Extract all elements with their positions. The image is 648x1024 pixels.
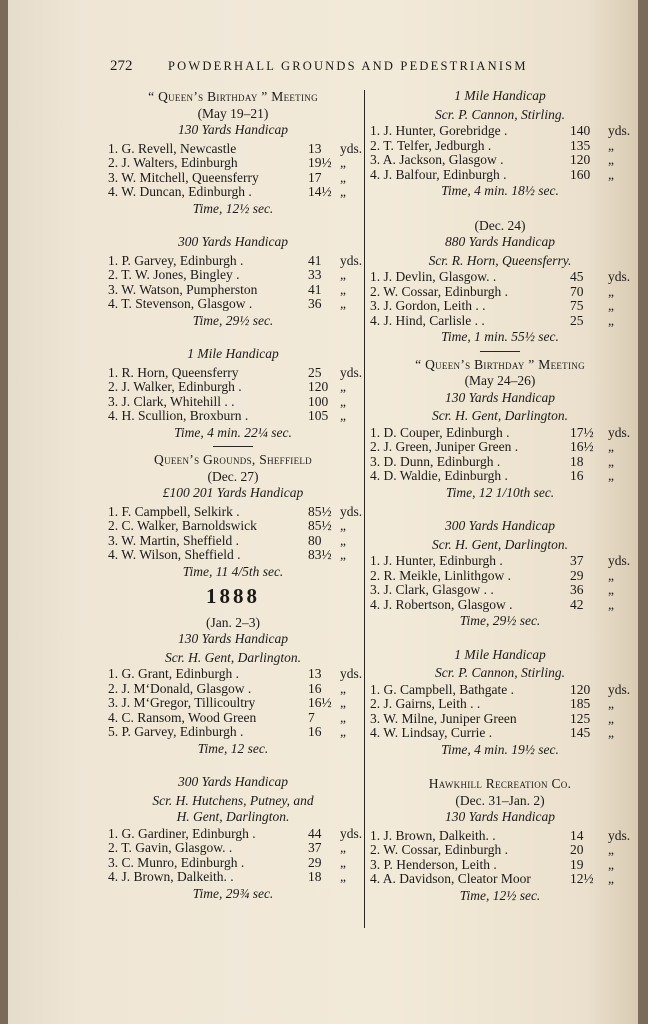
result-row: 3. W. Milne, Juniper Green 125 „ — [370, 710, 614, 726]
result-row: 1. J. Hunter, Gorebridge . 140 yds. — [370, 123, 631, 138]
result-row: 3. W. Martin, Sheffield . 80 „ — [108, 532, 346, 548]
result-row: 2. J. Green, Juniper Green . 16½ „ — [370, 439, 614, 454]
result-row: 2. W. Cossar, Edinburgh . 20 „ — [370, 842, 614, 857]
result-row: 4. J. Hind, Carlisle . . 25 „ — [370, 312, 614, 328]
results-list — [108, 666, 363, 740]
result-row: 2. W. Cossar, Edinburgh . 70 „ — [370, 283, 614, 299]
event-time: Time, 29¾ sec. — [192, 885, 274, 901]
result-row: 4. J. Balfour, Edinburgh . 160 „ — [370, 166, 614, 182]
meeting-queens-birthday-1888 — [370, 358, 630, 758]
event-scratch: Scr. H. Gent, Darlington. — [164, 649, 302, 665]
result-row: 3. W. Mitchell, Queensferry 17 „ — [108, 169, 346, 185]
result-row: 3. J. Gordon, Leith . . 75 „ — [370, 298, 614, 313]
result-row: 3. W. Watson, Pumpherston 41 „ — [108, 281, 346, 297]
meeting-hawkhill — [370, 777, 630, 903]
event-time: Time, 12 sec. — [197, 740, 269, 756]
meeting-title: “ Queen’s Birthday ” Meeting — [415, 356, 585, 372]
event-time: Time, 1 min. 55½ sec. — [441, 329, 559, 344]
section-rule — [213, 446, 253, 447]
meeting-title: Queen’s Grounds, Sheffield — [154, 452, 312, 467]
results-list — [108, 503, 363, 563]
result-row: 4. A. Davidson, Cleator Moor 12½ „ — [370, 871, 614, 886]
page-number: 272 — [110, 58, 133, 74]
results-list — [108, 140, 363, 200]
event-time: Time, 12 1/10th sec. — [445, 484, 555, 500]
result-row: 1. G. Revell, Newcastle 13 yds. — [108, 140, 363, 156]
right-column — [370, 88, 630, 903]
result-row: 1. F. Campbell, Selkirk . 85½ yds. — [108, 503, 363, 519]
results-list — [370, 829, 630, 887]
result-row: 1. G. Campbell, Bathgate . 120 yds. — [370, 681, 631, 697]
result-row: 1. G. Gardiner, Edinburgh . 44 yds. — [108, 825, 363, 841]
result-row: 2. T. W. Jones, Bingley . 33 „ — [108, 267, 346, 282]
running-head: POWDERHALL GROUNDS AND PEDESTRIANISM — [168, 59, 528, 73]
result-row: 4. H. Scullion, Broxburn . 105 „ — [108, 408, 346, 423]
event-time: Time, 4 min. 19½ sec. — [441, 741, 559, 757]
meeting-queens-birthday-1887 — [108, 89, 363, 440]
event-time: Time, 29½ sec. — [192, 312, 274, 328]
result-row: 4. W. Wilson, Sheffield . 83½ „ — [108, 547, 346, 562]
results-list — [370, 426, 630, 484]
result-row: 4. C. Ransom, Wood Green 7 „ — [108, 709, 346, 725]
result-row: 3. J. Clark, Glasgow . . 36 „ — [370, 582, 614, 597]
results-list — [108, 364, 363, 424]
column-divider — [364, 90, 365, 928]
result-row: 4. J. Robertson, Glasgow . 42 „ — [370, 596, 614, 612]
event-title: 300 Yards Handicap — [177, 774, 289, 789]
result-row: 4. J. Brown, Dalkeith. . 18 „ — [108, 869, 346, 884]
result-row: 4. W. Lindsay, Currie . 145 „ — [370, 725, 614, 740]
event-time: Time, 4 min. 22¼ sec. — [174, 424, 292, 440]
result-row: 4. T. Stevenson, Glasgow . 36 „ — [108, 296, 346, 311]
event-scratch: Scr. H. Gent, Darlington. — [431, 536, 569, 552]
meeting-dates: (Dec. 24) — [474, 217, 526, 233]
result-row: 3. C. Munro, Edinburgh . 29 „ — [108, 854, 346, 870]
result-row: 2. R. Meikle, Linlithgow . 29 „ — [370, 567, 614, 583]
result-row: 1. J. Brown, Dalkeith. . 14 yds. — [370, 827, 631, 843]
meeting-dates: (May 24–26) — [464, 373, 536, 388]
result-row: 2. C. Walker, Barnoldswick 85½ „ — [108, 518, 346, 533]
event-time: Time, 11 4/5th sec. — [182, 563, 284, 579]
result-row: 1. R. Horn, Queensferry 25 yds. — [108, 364, 363, 380]
event-title: 130 Yards Handicap — [177, 631, 289, 646]
meeting-title: Hawkhill Recreation Co. — [428, 776, 572, 791]
event-scratch-cont: H. Gent, Darlington. — [176, 809, 290, 824]
event-scratch: Scr. P. Cannon, Stirling. — [435, 106, 565, 122]
event-title: 1 Mile Handicap — [454, 646, 546, 662]
meeting-dates: (Dec. 31–Jan. 2) — [455, 792, 545, 808]
result-row: 1. J. Hunter, Edinburgh . 37 yds. — [370, 553, 631, 568]
event-time: Time, 12½ sec. — [192, 200, 274, 216]
result-row: 1. G. Grant, Edinburgh . 13 yds. — [108, 666, 363, 681]
event-880-yards — [370, 219, 630, 345]
result-row: 5. P. Garvey, Edinburgh . 16 „ — [108, 724, 346, 739]
page-header — [110, 58, 630, 78]
results-list — [370, 270, 630, 328]
result-row: 2. T. Gavin, Glasgow. . 37 „ — [108, 840, 346, 855]
result-row: 2. J. M‘Donald, Glasgow . 16 „ — [108, 680, 346, 696]
event-title: 1 Mile Handicap — [454, 88, 546, 103]
result-row: 2. J. Walker, Edinburgh . 120 „ — [108, 379, 346, 394]
event-title: 130 Yards Handicap — [444, 389, 556, 405]
event-title: £100 201 Yards Handicap — [162, 485, 304, 500]
result-row: 3. D. Dunn, Edinburgh . 18 „ — [370, 453, 614, 469]
book-page — [8, 0, 638, 1024]
event-title: 300 Yards Handicap — [444, 518, 556, 533]
result-row: 1. P. Garvey, Edinburgh . 41 yds. — [108, 252, 363, 268]
meeting-dates: (Jan. 2–3) — [206, 614, 260, 630]
meeting-jan-1888 — [108, 614, 363, 902]
event-scratch: Scr. P. Cannon, Stirling. — [435, 665, 565, 680]
left-column — [108, 88, 363, 901]
event-time: Time, 12½ sec. — [459, 887, 541, 903]
meeting-title: “ Queen’s Birthday ” Meeting — [148, 89, 318, 104]
result-row: 2. T. Telfer, Jedburgh . 135 „ — [370, 137, 614, 153]
meeting-queens-grounds-sheffield — [108, 452, 363, 579]
result-row: 1. D. Couper, Edinburgh . 17½ yds. — [370, 424, 631, 440]
results-list — [370, 554, 630, 612]
event-time: Time, 29½ sec. — [459, 613, 541, 628]
meeting-dates: (May 19–21) — [197, 105, 269, 121]
event-title: 880 Yards Handicap — [444, 234, 556, 249]
year-heading: 1888 — [206, 584, 260, 608]
event-title: 130 Yards Handicap — [444, 809, 556, 824]
results-list — [108, 252, 363, 312]
result-row: 2. J. Gairns, Leith . . 185 „ — [370, 696, 614, 711]
meeting-dates: (Dec. 27) — [207, 468, 259, 484]
event-time: Time, 4 min. 18½ sec. — [441, 183, 559, 198]
results-list — [370, 124, 630, 182]
result-row: 1. J. Devlin, Glasgow. . 45 yds. — [370, 269, 631, 284]
event-title: 1 Mile Handicap — [187, 346, 279, 361]
result-row: 3. J. Clark, Whitehill . . 100 „ — [108, 393, 346, 409]
result-row: 2. J. Walters, Edinburgh 19½ „ — [108, 155, 346, 170]
result-row: 3. P. Henderson, Leith . 19 „ — [370, 856, 614, 872]
result-row: 3. J. M‘Gregor, Tillicoultry 16½ „ — [108, 695, 346, 710]
event-title: 130 Yards Handicap — [177, 122, 289, 137]
section-rule — [480, 351, 520, 352]
event-title: 300 Yards Handicap — [177, 234, 289, 249]
result-row: 4. D. Waldie, Edinburgh . 16 „ — [370, 468, 614, 483]
event-scratch: Scr. H. Gent, Darlington. — [431, 408, 569, 423]
event-scratch: Scr. R. Horn, Queensferry. — [428, 252, 572, 268]
event-scratch: Scr. H. Hutchens, Putney, and — [152, 792, 314, 808]
results-list — [370, 683, 630, 741]
result-row: 4. W. Duncan, Edinburgh . 14½ „ — [108, 184, 346, 199]
result-row: 3. A. Jackson, Glasgow . 120 „ — [370, 152, 614, 167]
results-list — [108, 825, 363, 885]
event-1-mile — [370, 89, 630, 199]
